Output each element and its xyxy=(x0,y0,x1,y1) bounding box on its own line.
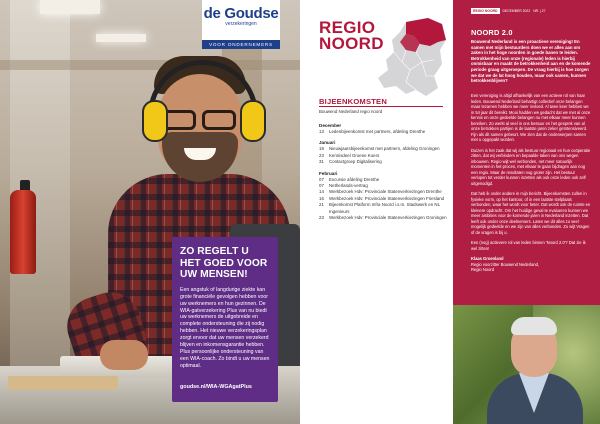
event-title: Nieuwjaarsbijeenkomst met partners, afdeling Groningen xyxy=(329,146,440,152)
right-page xyxy=(453,0,600,424)
event-row xyxy=(319,159,447,165)
event-title: Werkbezoek Hdv: Provinciale Statenverkiezingen Friesland xyxy=(329,195,445,201)
month-heading: December xyxy=(319,123,342,128)
header-page: NR. | 27 xyxy=(533,9,546,13)
hand xyxy=(100,340,148,370)
event-date: 23 xyxy=(319,215,324,221)
event-title: Ledenbijeenkomst met partners, afdeling Drenthe xyxy=(329,129,426,134)
ceiling-lamp xyxy=(40,0,100,14)
article-title: NOORD 2.0 xyxy=(471,28,513,37)
signature-name: Klaas Groenland xyxy=(471,256,504,261)
article-intro: Bouwend Nederland is een proactieve vereniging! En samen met mijn bestuurders doen we er alles aan om zaken in het hoge noorden in goede banen te leiden. Betrokkenheid van onze (regionale) leden is hierbij onmisbaar en maakt de betrokkenheid aan en de komende periode graag uitgeroepen. De vraag hierbij is hoe zorgen we dat we de lat hoog houden, maar ook samen, kunnen betrokkenblijven? xyxy=(471,39,591,84)
event-title: Werkbezoek Hdv: Provinciale Statenverkiezingen Drenthe xyxy=(329,189,442,195)
month-heading: Februari xyxy=(319,170,338,176)
event-row xyxy=(319,202,447,215)
event-date: 21 xyxy=(319,202,324,208)
page-header xyxy=(471,8,546,14)
event-date: 16 xyxy=(319,195,324,201)
event-title: Werkbezoek Hdv: Provinciale Statenverkiezingen Groningen xyxy=(329,215,447,221)
event-date: 13 xyxy=(319,129,324,134)
logo-main: de Goudse xyxy=(203,5,279,22)
events-list xyxy=(319,118,447,221)
month-heading: Januari xyxy=(319,140,336,146)
paragraph: Duizen is het zaak dat wij als bestuur regionaal en hun coöperatie zitten, dat wij verbinders en bepaalde taken van ons wegen inbouwen. Regio wijt wel verbonden, net meer natuurlijk momenten in het proces, met elkaar te gaan bijdragen aan nog een regio. Maar de resultaten nog groter zijn. Het bestuur verlopen tot verder kunnen inzetten als ook onze leden ook zelf uitgenodigd. xyxy=(471,147,591,186)
fire-extinguisher xyxy=(10,190,36,274)
earmuff-icon xyxy=(240,100,266,142)
divider xyxy=(319,106,443,107)
paragraph: Dat heb ik onder andere in mijn bericht. Bijeenkomsten zullen in fysieke vorm, op het kantoor, of in een laatste stelplaats verbonden, waar het wordt voor beter. Dat wordt ook de ruimte en kleinere opdracht. Om het huidige geval te evalueren kunnen we meer ambities voor de komende jaren in Nederland inzetten. Dat leeft ook onder onze deelnemers. Laten we dit alles zo veel mogelijk gedeelde en we zijn van alles verbonden. Zo wijt Vragen of de vragen is bij u. xyxy=(471,191,591,235)
wood-plank xyxy=(8,376,118,390)
event-date: 19 xyxy=(319,146,324,152)
event-date: 23 xyxy=(319,152,324,158)
event-title: Excursie afdeling Drenthe xyxy=(329,176,380,182)
promo-body: Een angstuk of langdurige ziekte kan grote financiële gevolgen hebben voor uw werknemers en hun gezinnen. De WIA-gatverzekering Plus van nu biedt uw werknemers de uitgebreide en complete ondersteuning die zij nodig hebben. Het nieuwe verzekeringsplan zorgt ervoor dat uw mensen verzekerd blijven en inkomensgarantie hebben. Plus persoonlijke ondersteuning van een WIA-coach. Zo bindt u uw mensen optimaal. xyxy=(180,286,270,369)
signature-region: Regio Noord xyxy=(471,267,494,272)
signature-role: Regio voorzitter Bouwend Nederland, xyxy=(471,261,540,267)
regio-title xyxy=(319,20,384,52)
bijeenkomsten-subtitle: Bouwend Nederland regio noord xyxy=(319,109,383,114)
promo-title: ZO REGELT U HET GOED VOOR UW MENSEN! xyxy=(180,246,268,281)
event-date: 31 xyxy=(319,159,324,165)
logo-bar: VOOR ONDERNEMERS xyxy=(202,40,280,49)
event-title: Kennisdeel Groene Koers xyxy=(329,152,380,158)
event-row xyxy=(319,215,447,221)
article-body xyxy=(471,93,591,273)
event-date: 07 xyxy=(319,183,324,189)
middle-page xyxy=(300,0,453,424)
hair xyxy=(511,317,557,335)
event-row xyxy=(319,129,447,135)
event-title: Bijeenkomst Platform Infra Noord i.s.m. Stadswerk en NL Ingenieurs xyxy=(329,202,440,214)
promo-box xyxy=(172,237,278,402)
event-date: 07 xyxy=(319,176,324,182)
netherlands-map-icon xyxy=(376,16,448,98)
event-title: Contactgroep Digitalisering xyxy=(329,159,382,165)
signature xyxy=(471,256,591,273)
header-tag: REGIO NOORD xyxy=(473,9,498,13)
paragraph: Een vereniging is altijd afhankelijk van een actieve rol van haar leden. Bouwend Nederland behartigt collectief onze belangen maar tezamen hebben we meer invloed. Al twee keer hebben we in 54 jaar dit bereikt. Mooi hadden we gedacht dat we met al onze kennis en onze gedeelde belangen nu met elkaar meer kunnen bereiken. Zo werkt al veel in ons bestuur en het gesprek van al onze betrokken partijen is de laatste jaren zeker geïntensiveerd. Fijn als dit samen gebeurt. We zien dat de onderwerpen samen met u opgepakt worden. xyxy=(471,93,591,142)
portrait-photo xyxy=(453,305,600,424)
regio-line2: NOORD xyxy=(319,34,384,53)
header-date: DECEMBER 2022 xyxy=(502,9,531,13)
logo-sub: verzekeringen xyxy=(225,21,257,27)
bijeenkomsten-title: BIJEENKOMSTEN xyxy=(319,97,387,106)
event-title: Netherlands-vertrag xyxy=(329,183,368,189)
earmuff-icon xyxy=(142,100,168,142)
paragraph: Een (nog) actievere rol van leden binnen 'Noord 2.0'? Dat zie ik wel zitten! xyxy=(471,240,586,251)
regio-line1: REGIO xyxy=(319,18,376,37)
promo-link[interactable]: goudse.nl/WIA-WGAgatPlus xyxy=(180,384,252,390)
event-date: 14 xyxy=(319,189,324,195)
